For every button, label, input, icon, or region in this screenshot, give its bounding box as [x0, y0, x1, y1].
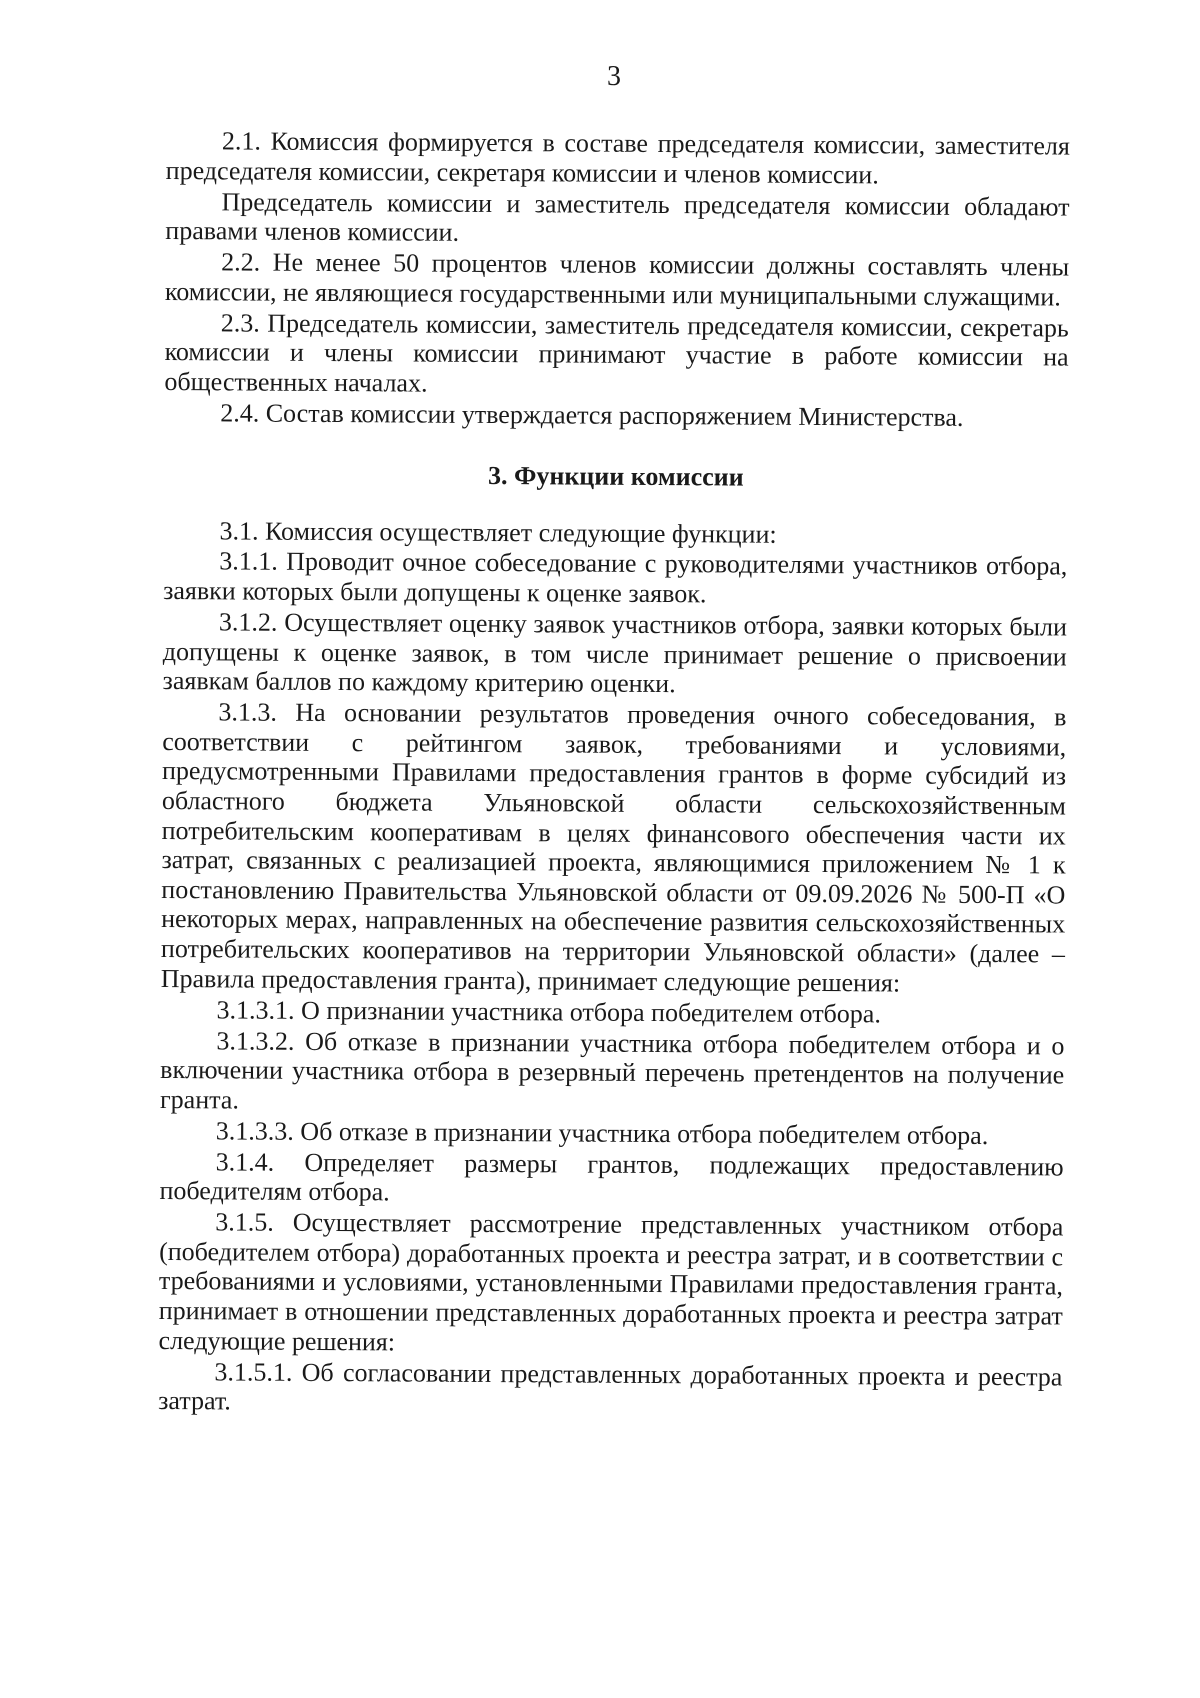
paragraph-3-1-3: 3.1.3. На основании результатов проведения очного собеседования, в соответствии с рейтингом заявок, требованиями и условиями, предусмотренными Правилами предоставления грантов в форме субсидий из областного бюджета Ульяновской области сельскохозяйственным потребительским кооперативам в целях финансового обеспечения части их затрат, связанных с реализацией проекта, являющимися приложением № 1 к постановлению Правительства Ульяновской области от 09.09.2026 № 500-П «О некоторых мерах, направленных на обеспечение развития сельскохозяйственных потребительских кооперативов на территории Ульяновской области» (далее – Правила предоставления гранта), принимает следующие решения:: [160, 697, 1067, 998]
paragraph-2-1-chair-rights: Председатель комиссии и заместитель председателя комиссии обладают правами членов комиссии.: [165, 186, 1070, 247]
paragraph-3-1-3-1: 3.1.3.1. О признании участника отбора победителем отбора.: [216, 994, 881, 1028]
section-heading: 3. Функции комиссии: [487, 460, 744, 492]
paragraph-2-2: 2.2. Не менее 50 процентов членов комиссии должны составлять члены комиссии, не являющиеся государственными или муниципальными служащими.: [164, 247, 1070, 312]
paragraph-3-1-4: 3.1.4. Определяет размеры грантов, подлежащих предоставлению победителям отбора.: [159, 1147, 1064, 1207]
paragraph-2-4: 2.4. Состав комиссии утверждается распоряжением Министерства.: [220, 398, 964, 432]
paragraph-3-1-5: 3.1.5. Осуществляет рассмотрение представленных участником отбора (победителем отбора) доработанных проекта и реестра затрат, и в соответствии с требованиями и условиями, установленными Правилами предоставления гранта, принимает в отношении представленных доработанных проекта и реестра затрат следующие решения:: [158, 1207, 1064, 1357]
document-body: [158, 126, 1070, 1423]
paragraph-2-3: 2.3. Председатель комиссии, заместитель председателя комиссии, секретарь комиссии и члены комиссии принимают участие в работе комиссии на общественных началах.: [164, 308, 1069, 398]
paragraph-3-1: 3.1. Комиссия осуществляет следующие функции:: [219, 515, 777, 549]
paragraph-3-1-2: 3.1.2. Осуществляет оценку заявок участников отбора, заявки которых были допущены к оценке заявок, в том числе принимает решение о присвоении заявкам баллов по каждому критерию оценки.: [162, 607, 1068, 699]
paragraph-3-1-3-3: 3.1.3.3. Об отказе в признании участника отбора победителем отбора.: [215, 1116, 989, 1150]
page-number: 3: [607, 61, 621, 92]
paragraph-3-1-3-2: 3.1.3.2. Об отказе в признании участника отбора победителем отбора и о включении участника отбора в резервный перечень претендентов на получение гранта.: [159, 1025, 1065, 1115]
paragraph-3-1-5-1: 3.1.5.1. Об согласовании представленных доработанных проекта и реестра затрат.: [158, 1356, 1063, 1416]
paragraph-2-1: 2.1. Комиссия формируется в составе председателя комиссии, заместителя председателя комиссии, секретаря комиссии и членов комиссии.: [165, 126, 1070, 189]
paragraph-3-1-1: 3.1.1. Проводит очное собеседование с руководителями участников отбора, заявки которых были допущены к оценке заявок.: [163, 546, 1068, 609]
